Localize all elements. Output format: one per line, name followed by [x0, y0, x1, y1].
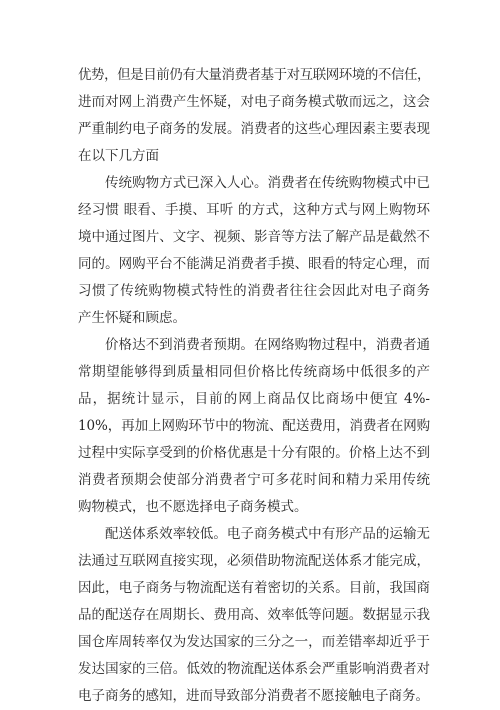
text-line: 习惯了传统购物模式特性的消费者往往会因此对电子商务 [78, 283, 430, 299]
text-line: 价格达不到消费者预期。在网络购物过程中，消费者通 [105, 337, 430, 353]
text-line: 产生怀疑和顾虑。 [78, 310, 186, 326]
text-line: 经习惯 眼看、手摸、耳听 的方式，这种方式与网上购物环 [78, 202, 430, 218]
text-line: 同的。网购平台不能满足消费者手摸、眼看的特定心理，而 [78, 256, 430, 272]
text-line: 过程中实际享受到的价格优惠是十分有限的。价格上达不到 [78, 445, 430, 461]
text-line: 电子商务的感知，进而导致部分消费者不愿接触电子商务。 [78, 688, 429, 704]
text-line: 购物模式，也不愿选择电子商务模式。 [78, 499, 308, 515]
text-line: 境中通过图片、文字、视频、影音等方法了解产品是截然不 [78, 229, 430, 245]
text-line: 国仓库周转率仅为发达国家的三分之一，而差错率却近乎于 [78, 634, 430, 650]
text-line: 在以下几方面 [78, 148, 159, 164]
text-line: 常期望能够得到质量相同但价格比传统商场中低很多的产 [78, 364, 430, 380]
text-line: 消费者预期会使部分消费者宁可多花时间和精力采用传统 [78, 472, 430, 488]
text-line: 10%，再加上网购环节中的物流、配送费用，消费者在网购 [78, 418, 431, 434]
text-line: 严重制约电子商务的发展。消费者的这些心理因素主要表现 [78, 121, 430, 137]
text-line: 发达国家的三倍。低效的物流配送体系会严重影响消费者对 [78, 661, 430, 677]
text-line: 品的配送存在周期长、费用高、效率低等问题。数据显示我 [78, 607, 430, 623]
text-line: 品，据统计显示，目前的网上商品仅比商场中便宜 4%- [78, 391, 430, 407]
document-body [78, 62, 430, 710]
text-line: 法通过互联网直接实现，必须借助物流配送体系才能完成， [78, 553, 430, 569]
text-line: 传统购物方式已深入人心。消费者在传统购物模式中已 [105, 175, 430, 191]
text-line: 进而对网上消费产生怀疑，对电子商务模式敬而远之，这会 [78, 94, 430, 110]
text-line: 配送体系效率较低。电子商务模式中有形产品的运输无 [105, 526, 430, 542]
text-line: 优势，但是目前仍有大量消费者基于对互联网环境的不信任， [78, 67, 431, 83]
text-line: 因此，电子商务与物流配送有着密切的关系。目前，我国商 [78, 580, 430, 596]
